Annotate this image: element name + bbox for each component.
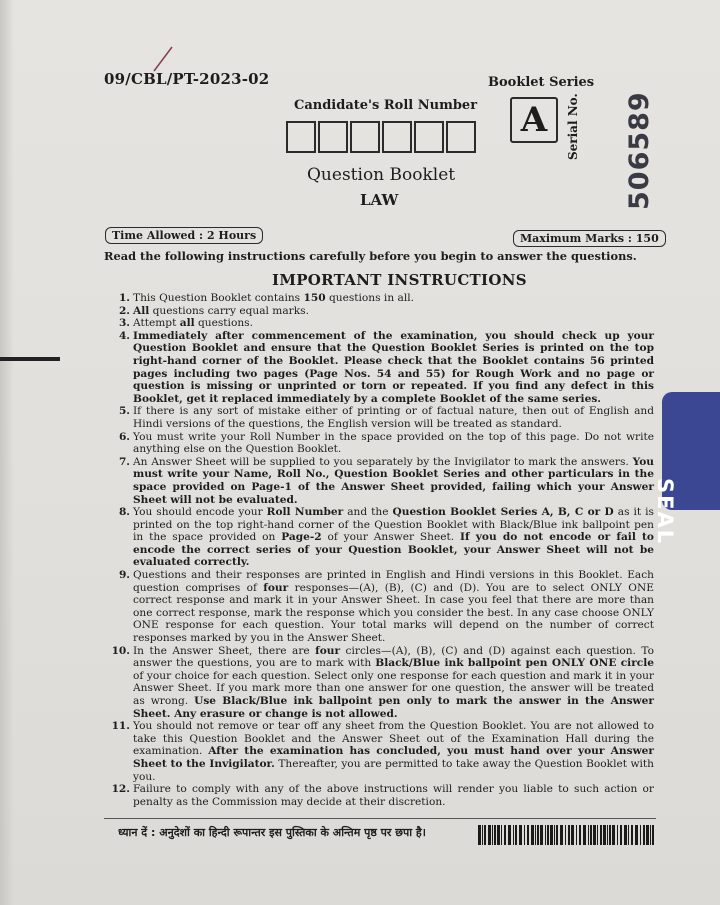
barcode-bar	[515, 825, 517, 845]
serial-number-label: Serial No.	[566, 93, 580, 160]
instruction-number: 9.	[118, 569, 130, 582]
instruction-text: Immediately after commencement of the examination, you should check up your Question Booklet and ensure that the Question Booklet Series is printed on the top right-hand corner of the Booklet. Please check that the Booklet contains 56 printed pages including two pages (Page Nos. 54 and 55) for Rough Work and no page or question is missing or unprinted or torn or repeated. If you find any defect in this Booklet, get it replaced immediately by a complete Booklet of the same series.	[133, 329, 654, 405]
instruction-number: 10.	[111, 644, 130, 657]
barcode-bar	[579, 825, 581, 845]
pen-tick-mark	[150, 45, 176, 73]
subject-title: LAW	[360, 191, 399, 209]
barcode-bar	[628, 825, 629, 845]
barcode-bar	[612, 825, 615, 845]
barcode-bar	[531, 825, 534, 845]
instruction-item	[108, 330, 654, 406]
paper-code: 09/CBL/PT-2023-02	[104, 70, 270, 88]
barcode-bar	[643, 825, 645, 845]
instruction-number: 2.	[118, 304, 130, 317]
barcode-bar	[640, 825, 641, 845]
barcode-bar	[535, 825, 536, 845]
instruction-item	[108, 292, 654, 305]
barcode-bar	[607, 825, 608, 845]
barcode-bar	[527, 825, 529, 845]
instruction-number: 7.	[118, 455, 130, 468]
barcode-bar	[492, 825, 493, 845]
instruction-item	[108, 569, 654, 645]
roll-digit-box[interactable]	[286, 121, 316, 153]
instruction-item	[108, 317, 654, 330]
instruction-text: All questions carry equal marks.	[133, 304, 309, 317]
barcode-bar	[497, 825, 500, 845]
instruction-number: 3.	[118, 317, 130, 330]
barcode-bar	[554, 825, 555, 845]
barcode-bar	[550, 825, 553, 845]
instruction-text: Failure to comply with any of the above instructions will render you liable to such action or penalty as the Commission may decide at their discretion.	[133, 783, 654, 808]
barcode-bar	[652, 825, 654, 845]
barcode-bar	[501, 825, 502, 845]
instruction-number: 1.	[118, 292, 130, 304]
barcode-bar	[540, 825, 543, 845]
barcode-bar	[571, 825, 574, 845]
barcode-bar	[519, 825, 522, 845]
barcode-bar	[635, 825, 638, 845]
instruction-number: 5.	[118, 405, 130, 418]
barcode	[478, 825, 654, 845]
instructions-list	[108, 292, 654, 808]
roll-number-boxes[interactable]	[286, 121, 478, 153]
instruction-item	[108, 645, 654, 721]
serial-number: 506589	[624, 91, 655, 210]
roll-digit-box[interactable]	[382, 121, 412, 153]
barcode-bar	[646, 825, 649, 845]
barcode-bar	[583, 825, 586, 845]
instruction-item	[108, 405, 654, 430]
barcode-bar	[620, 825, 622, 845]
barcode-bar	[556, 825, 558, 845]
instruction-item	[108, 783, 654, 808]
roll-digit-box[interactable]	[414, 121, 444, 153]
barcode-bar	[482, 825, 483, 845]
booklet-series-value: A	[510, 97, 558, 143]
instruction-text: Attempt all questions.	[133, 317, 253, 330]
seal-label: SEAL	[653, 478, 677, 546]
booklet-series-label: Booklet Series	[488, 75, 595, 90]
maximum-marks: Maximum Marks : 150	[513, 230, 666, 247]
instruction-item	[108, 305, 654, 318]
instruction-text: If there is any sort of mistake either of printing or of factual nature, then out of English and Hindi versions of the questions, the English version will be treated as standard.	[133, 405, 654, 430]
barcode-bar	[650, 825, 651, 845]
roll-digit-box[interactable]	[446, 121, 476, 153]
barcode-bar	[603, 825, 606, 845]
barcode-bar	[508, 825, 511, 845]
instruction-item	[108, 431, 654, 456]
barcode-bar	[568, 825, 570, 845]
barcode-bar	[560, 825, 563, 845]
instruction-text: You should encode your Roll Number and the Question Booklet Series A, B, C or D as it is printed on the top right-hand corner of the Question Booklet with Black/Blue ink ballpoint pen in the space provided on Page-2 of your Answer Sheet. If you do not encode or fail to encode the correct series of your Question Booklet, your Answer Sheet will not be evaluated correctly.	[133, 506, 654, 569]
barcode-bar	[547, 825, 549, 845]
barcode-bar	[600, 825, 602, 845]
barcode-bar	[484, 825, 486, 845]
instruction-text: Questions and their responses are printed in English and Hindi versions in this Booklet. Each question comprises of four responses—(A), (B), (C) and (D). You are to select ONLY ONE correct response and mark it in your Answer Sheet. In case you feel that there are more than one correct response, mark the response which you consider the best. In any case choose ONLY ONE response for each question. Your total marks will depend on the number of correct responses marked by you in the Answer Sheet.	[133, 569, 654, 645]
read-instructions-line: Read the following instructions carefully before you begin to answer the questions.	[104, 249, 637, 263]
barcode-bar	[624, 825, 627, 845]
instruction-number: 11.	[111, 720, 130, 733]
instruction-text: This Question Booklet contains 150 questions in all.	[133, 292, 414, 304]
instruction-text: You should not remove or tear off any sheet from the Question Booklet. You are not allowed to take this Question Booklet and the Answer Sheet out of the Examination Hall during the examination. After the examination has concluded, you must hand over your Answer Sheet to the Invigilator. Thereafter, you are permitted to take away the Question Booklet with you.	[133, 720, 655, 783]
footer-divider	[104, 818, 656, 819]
barcode-bar	[576, 825, 577, 845]
instruction-text: An Answer Sheet will be supplied to you separately by the Invigilator to mark the answers. You must write your Name, Roll No., Question Booklet Series and other particulars in the space provided on Page-1 of the Answer Sheet provided, failing which your Answer Sheet will not be evaluated.	[133, 455, 654, 506]
instruction-item	[108, 506, 654, 569]
margin-mark	[0, 357, 60, 361]
instructions-heading: IMPORTANT INSTRUCTIONS	[272, 271, 527, 289]
barcode-bar	[545, 825, 546, 845]
instruction-item	[108, 456, 654, 506]
instruction-text: You must write your Roll Number in the space provided on the top of this page. Do not write anything else on the Question Booklet.	[133, 430, 654, 456]
barcode-bar	[588, 825, 589, 845]
barcode-bar	[593, 825, 596, 845]
barcode-bar	[631, 825, 633, 845]
time-allowed: Time Allowed : 2 Hours	[105, 227, 263, 244]
barcode-bar	[609, 825, 611, 845]
barcode-bar	[488, 825, 491, 845]
barcode-bar	[565, 825, 566, 845]
instruction-text: In the Answer Sheet, there are four circles—(A), (B), (C) and (D) against each question. To answer the questions, you are to mark with Black/Blue ink ballpoint pen ONLY ONE circle of your choice for each question. Select only one response for each question and mark it in your Answer Sheet. If you mark more than one answer for one question, the answer will be treated as wrong. Use Black/Blue ink ballpoint pen only to mark the answer in the Answer Sheet. Any erasure or change is not allowed.	[133, 644, 655, 720]
instruction-number: 8.	[118, 506, 130, 519]
barcode-bar	[590, 825, 592, 845]
instruction-item	[108, 720, 654, 783]
barcode-bar	[597, 825, 598, 845]
instruction-number: 6.	[118, 430, 130, 443]
barcode-bar	[524, 825, 525, 845]
page-edge-shadow	[0, 0, 14, 905]
roll-number-label: Candidate's Roll Number	[294, 98, 478, 113]
hindi-note: ध्यान दें : अनुदेशों का हिन्दी रूपान्तर इस पुस्तिका के अन्तिम पृष्ठ पर छपा है।	[118, 826, 426, 839]
barcode-bar	[478, 825, 481, 845]
instruction-number: 4.	[118, 329, 130, 342]
barcode-bar	[513, 825, 514, 845]
barcode-bar	[537, 825, 539, 845]
barcode-bar	[504, 825, 506, 845]
barcode-bar	[494, 825, 496, 845]
roll-digit-box[interactable]	[318, 121, 348, 153]
instruction-number: 12.	[111, 783, 130, 796]
roll-digit-box[interactable]	[350, 121, 380, 153]
barcode-bar	[617, 825, 618, 845]
booklet-title: Question Booklet	[307, 165, 456, 185]
